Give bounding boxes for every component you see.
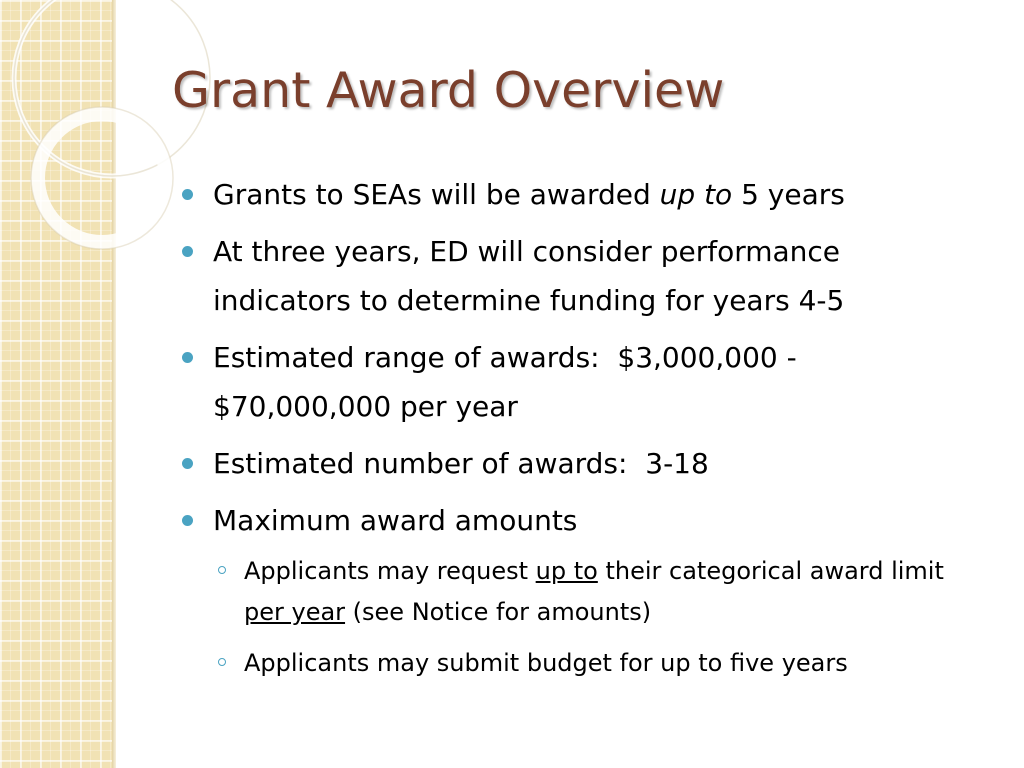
bullet-dot-icon <box>182 246 193 257</box>
bullet-item <box>180 227 980 325</box>
bullet-item <box>180 496 980 545</box>
sub-bullet-item <box>180 551 980 633</box>
sub-bullet-text: Applicants may submit budget for up to five years <box>244 649 848 677</box>
bullet-text: Estimated number of awards: 3-18 <box>213 447 709 480</box>
bullet-dot-icon <box>182 189 193 200</box>
bullet-text: Grants to SEAs will be awarded up to 5 years <box>213 178 845 211</box>
bullet-item <box>180 439 980 488</box>
sub-bullet-item <box>180 643 980 684</box>
bullet-text: Maximum award amounts <box>213 504 578 537</box>
bullet-ring-icon <box>218 658 226 666</box>
bullet-list-container <box>180 170 980 694</box>
bullet-dot-icon <box>182 458 193 469</box>
sub-bullet-list <box>180 551 980 684</box>
slide-title: Grant Award Overview <box>172 62 725 119</box>
sub-bullet-text: Applicants may request up to their categorical award limit per year (see Notice for amounts) <box>244 557 944 626</box>
bullet-dot-icon <box>182 352 193 363</box>
bullet-item <box>180 170 980 219</box>
bullet-item <box>180 333 980 431</box>
bullet-list <box>180 170 980 545</box>
bullet-ring-icon <box>218 566 226 574</box>
bullet-text: At three years, ED will consider performance indicators to determine funding for years 4-5 <box>213 235 845 317</box>
decorative-circles <box>0 0 200 280</box>
bullet-dot-icon <box>182 515 193 526</box>
bullet-text: Estimated range of awards: $3,000,000 - $70,000,000 per year <box>213 341 806 423</box>
